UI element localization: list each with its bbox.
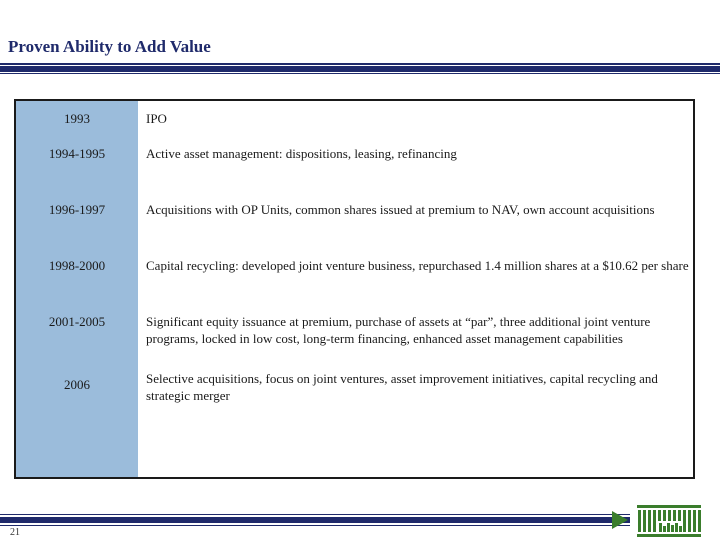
timeline-description: Acquisitions with OP Units, common shares issued at premium to NAV, own account acquisitions	[146, 202, 655, 217]
building-logo-icon	[633, 499, 705, 540]
timeline-description: Significant equity issuance at premium, purchase of assets at “par”, three additional joint venture programs, locked in low cost, long-term financing, enhanced asset management capabilities	[146, 314, 651, 346]
timeline-year: 1998-2000	[48, 258, 106, 273]
timeline-table	[14, 99, 695, 479]
timeline-description: Active asset management: dispositions, leasing, refinancing	[146, 146, 457, 161]
timeline-description: IPO	[146, 111, 167, 126]
timeline-year: 1993	[64, 111, 90, 126]
footer-divider	[0, 514, 630, 528]
arrow-right-icon	[612, 511, 628, 529]
slide-title: Proven Ability to Add Value	[8, 37, 211, 56]
timeline-year: 2001-2005	[48, 314, 106, 329]
timeline-description: Selective acquisitions, focus on joint ventures, asset improvement initiatives, capital recycling and strategic merger	[146, 371, 658, 403]
header-divider	[0, 63, 720, 75]
timeline-description: Capital recycling: developed joint venture business, repurchased 1.4 million shares at a $10.62 per share	[146, 258, 689, 273]
timeline-year: 2006	[64, 377, 90, 392]
timeline-year: 1994-1995	[48, 146, 106, 161]
page-number: 21	[10, 527, 20, 538]
timeline-year: 1996-1997	[48, 202, 106, 217]
